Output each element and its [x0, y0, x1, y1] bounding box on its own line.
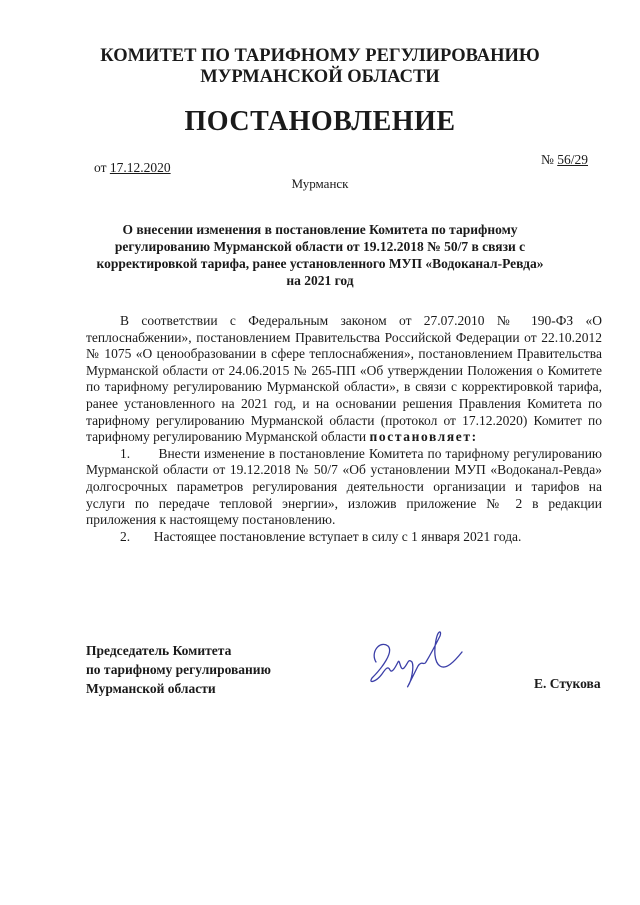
document-subject — [80, 221, 560, 289]
item-text: Настоящее постановление вступает в силу с 1 января 2021 года. — [153, 528, 522, 544]
subject-line-3: корректировкой тарифа, ранее установленного МУП «Водоканал-Ревда» — [96, 256, 544, 271]
organization-name — [0, 46, 640, 88]
subject-line-4: на 2021 год — [286, 273, 354, 288]
number-prefix: № — [540, 152, 554, 167]
list-item — [86, 446, 602, 529]
list-item — [86, 529, 602, 546]
document-body — [86, 313, 602, 545]
subject-line-1: О внесении изменения в постановление Комитета по тарифному — [122, 222, 518, 237]
signatory-title-line-3: Мурманской области — [86, 681, 216, 696]
signatory-name: Е. Стукова — [534, 676, 601, 691]
subject-line-2: регулированию Мурманской области от 19.12.2018 № 50/7 в связи с — [114, 239, 526, 254]
item-number: 1. — [120, 445, 131, 461]
item-number: 2. — [120, 528, 131, 544]
preamble-paragraph — [86, 313, 602, 446]
org-line-2: МУРМАНСКОЙ ОБЛАСТИ — [200, 67, 440, 87]
signatory-title-line-1: Председатель Комитета — [86, 643, 232, 658]
document-number — [541, 152, 588, 168]
city: Мурманск — [291, 176, 349, 191]
org-line-1: КОМИТЕТ ПО ТАРИФНОМУ РЕГУЛИРОВАНИЮ — [100, 46, 540, 66]
document-date — [94, 160, 171, 176]
item-text: Внести изменение в постановление Комитета по тарифному регулированию Мурманской области от 19.12.2018 № 50/7 «Об установлении МУП «Водоканал-Ревда» долгосрочных параметров регулирования деятельности организации и тарифов на услуги по передаче тепловой энергии», изложив приложение № 2 в редакции приложения к настоящему постановлению. — [86, 445, 603, 528]
preamble-text: В соответствии с Федеральным законом от 27.07.2010 № 190-ФЗ «О теплоснабжении», постановлением Правительства Российской Федерации от 22.10.2012 № 1075 «О ценообразовании в сфере теплоснабжения», постановлением Правительства Мурманской области от 24.06.2015 № 265-ПП «Об утверждении Положения о Комитете по тарифному регулированию Мурманской области», в связи с корректировкой тарифа, ранее установленного на 2021 год, и на основании решения Правления Комитета по тарифному регулированию Мурманской области (протокол от 17.12.2020) Комитет по тарифному регулированию Мурманской области — [86, 313, 602, 445]
date-value: 17.12.2020 — [109, 160, 171, 175]
signatory-title — [86, 641, 271, 698]
signatory-title-line-2: по тарифному регулированию — [86, 662, 271, 677]
document-type-title: ПОСТАНОВЛЕНИЕ — [184, 106, 456, 137]
number-value: 56/29 — [557, 152, 588, 167]
date-prefix: от — [94, 160, 107, 175]
resolves-word: постановляет: — [369, 429, 478, 445]
handwritten-signature — [362, 622, 472, 692]
